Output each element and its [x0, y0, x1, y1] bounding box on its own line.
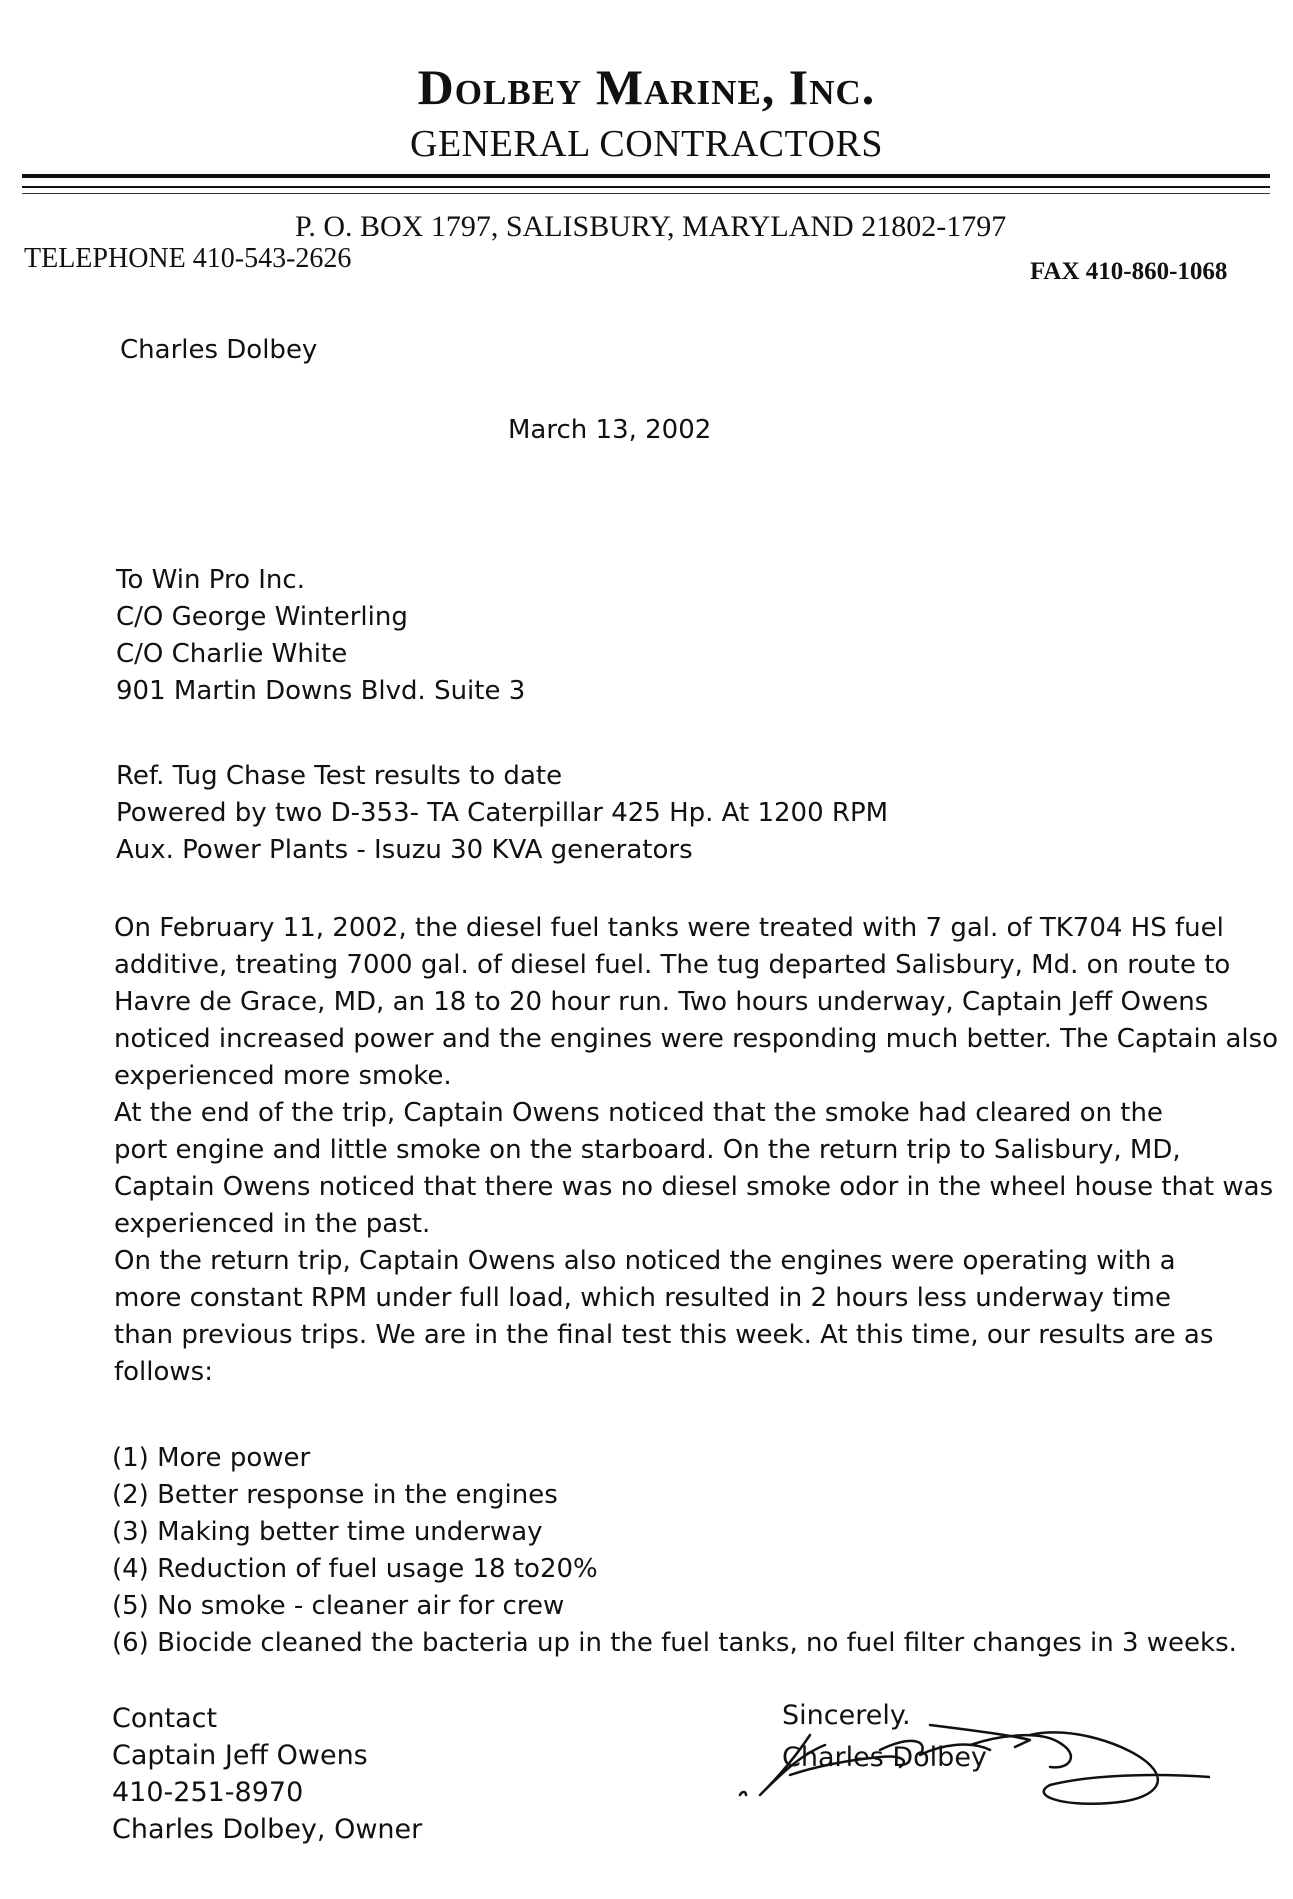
header-rule [22, 174, 1270, 178]
closing: Sincerely. [782, 1700, 911, 1731]
contact-line: Captain Jeff Owens [112, 1740, 368, 1771]
body-line: follows: [114, 1357, 213, 1387]
contact-line: 410-251-8970 [112, 1777, 304, 1808]
body-line: On the return trip, Captain Owens also noticed the engines were operating with a [114, 1246, 1176, 1276]
reference-block [116, 758, 888, 869]
body-line: experienced more smoke. [114, 1061, 452, 1091]
results-item: (2) Better response in the engines [112, 1480, 558, 1510]
recipient-line: C/O Charlie White [116, 639, 348, 669]
signature-name: Charles Dolbey [782, 1742, 987, 1773]
body-line: port engine and little smoke on the starboard. On the return trip to Salisbury, MD, [114, 1135, 1181, 1165]
letter-body [114, 910, 1278, 1391]
company-address: P. O. BOX 1797, SALISBURY, MARYLAND 21802-1797 [295, 210, 1007, 243]
header-rule-thin [22, 186, 1270, 188]
body-line: additive, treating 7000 gal. of diesel fuel. The tug departed Salisbury, Md. on route to [114, 950, 1231, 980]
results-list [112, 1440, 1237, 1662]
body-line: experienced in the past. [114, 1209, 431, 1239]
results-item: (5) No smoke - cleaner air for crew [112, 1591, 565, 1621]
header-rule-hairline [22, 193, 1270, 194]
body-line: Havre de Grace, MD, an 18 to 20 hour run. Two hours underway, Captain Jeff Owens [114, 987, 1209, 1017]
letter-date: March 13, 2002 [508, 415, 712, 445]
recipient-line: 901 Martin Downs Blvd. Suite 3 [116, 676, 526, 706]
contact-line: Contact [112, 1703, 218, 1734]
company-fax: FAX 410-860-1068 [1030, 258, 1228, 285]
company-subtitle: GENERAL CONTRACTORS [410, 123, 883, 165]
results-item: (4) Reduction of fuel usage 18 to20% [112, 1554, 598, 1584]
body-line: Captain Owens noticed that there was no diesel smoke odor in the wheel house that was [114, 1172, 1274, 1202]
reference-line: Ref. Tug Chase Test results to date [116, 761, 563, 791]
body-line: more constant RPM under full load, which resulted in 2 hours less underway time [114, 1283, 1171, 1313]
company-telephone: TELEPHONE 410-543-2626 [24, 243, 352, 274]
sender-name: Charles Dolbey [120, 335, 318, 365]
results-item: (3) Making better time underway [112, 1517, 543, 1547]
recipient-line: To Win Pro Inc. [116, 565, 305, 595]
reference-line: Aux. Power Plants - Isuzu 30 KVA generators [116, 835, 693, 865]
company-name: Dolbey Marine, Inc. [417, 59, 876, 115]
body-line: noticed increased power and the engines were responding much better. The Captain also [114, 1024, 1279, 1054]
recipient-line: C/O George Winterling [116, 602, 408, 632]
results-item: (1) More power [112, 1443, 311, 1473]
body-line: On February 11, 2002, the diesel fuel tanks were treated with 7 gal. of TK704 HS fuel [114, 913, 1224, 943]
recipient-address [116, 562, 525, 710]
body-line: than previous trips. We are in the final test this week. At this time, our results are as [114, 1320, 1214, 1350]
reference-line: Powered by two D-353- TA Caterpillar 425 Hp. At 1200 RPM [116, 798, 889, 828]
results-item: (6) Biocide cleaned the bacteria up in the fuel tanks, no fuel filter changes in 3 weeks. [112, 1628, 1237, 1658]
body-line: At the end of the trip, Captain Owens noticed that the smoke had cleared on the [114, 1098, 1163, 1128]
contact-line: Charles Dolbey, Owner [112, 1814, 423, 1845]
contact-block [112, 1700, 422, 1848]
